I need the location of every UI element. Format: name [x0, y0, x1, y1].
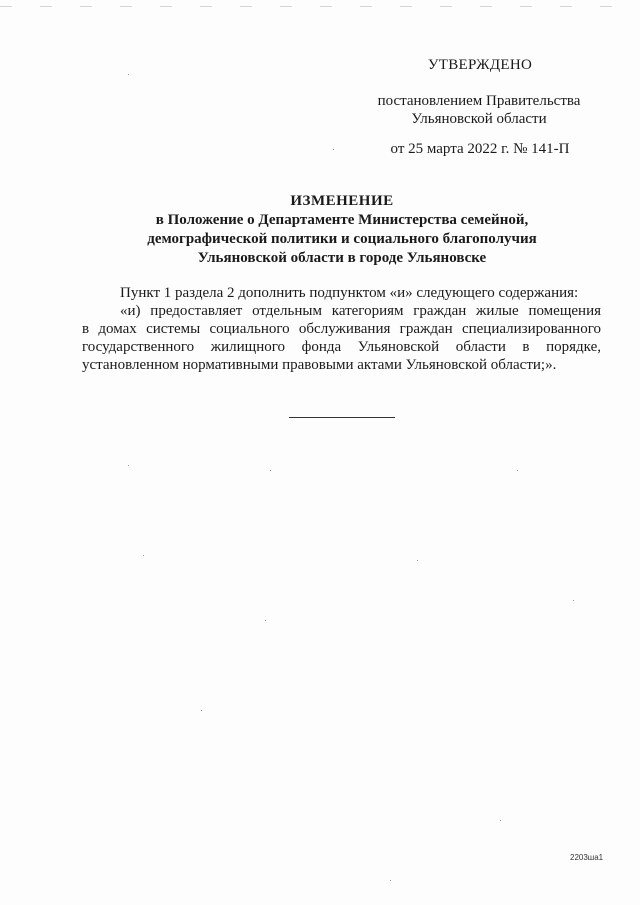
scan-speck [265, 620, 266, 621]
scan-speck [390, 880, 391, 881]
scan-speck [201, 710, 202, 711]
approval-authority: постановлением Правительства Ульяновской области [377, 93, 581, 127]
scan-speck [500, 820, 501, 821]
title-line-2: демографической политики и социального благополучия [147, 231, 537, 247]
scan-speck [517, 470, 518, 471]
title-line-3: Ульяновской области в городе Ульяновске [197, 250, 487, 266]
body-line: «и) предоставляет отдельным категориям граждан жилые помещения [120, 303, 601, 319]
body-paragraph-1: Пункт 1 раздела 2 дополнить подпунктом «и» следующего содержания: [120, 285, 579, 301]
document-title [92, 192, 592, 268]
scan-speck [573, 600, 574, 601]
end-divider-line [289, 417, 395, 418]
footer-document-code: 2203ша1 [570, 853, 604, 862]
title-line-1: в Положение о Департаменте Министерства семейной, [155, 212, 529, 228]
scan-speck [270, 470, 271, 471]
scan-speck [143, 555, 144, 556]
title-main: ИЗМЕНЕНИЕ [290, 193, 394, 209]
body-line: установленном нормативными правовыми актами Ульяновской области;». [82, 357, 557, 373]
approval-stamp-heading: УТВЕРЖДЕНО [427, 57, 533, 73]
scan-speck [128, 465, 129, 466]
scan-edge-artifact [0, 6, 640, 7]
body-line: государственного жилищного фонда Ульяновской области в порядке, [82, 339, 601, 355]
document-body [82, 284, 601, 374]
body-line: в домах системы социального обслуживания граждан специализированного [82, 321, 601, 337]
scan-speck [333, 149, 334, 150]
body-paragraph-2 [82, 302, 601, 374]
scan-speck [128, 74, 129, 75]
scan-speck [417, 560, 418, 561]
approval-date: от 25 марта 2022 г. № 141-П [390, 141, 570, 157]
